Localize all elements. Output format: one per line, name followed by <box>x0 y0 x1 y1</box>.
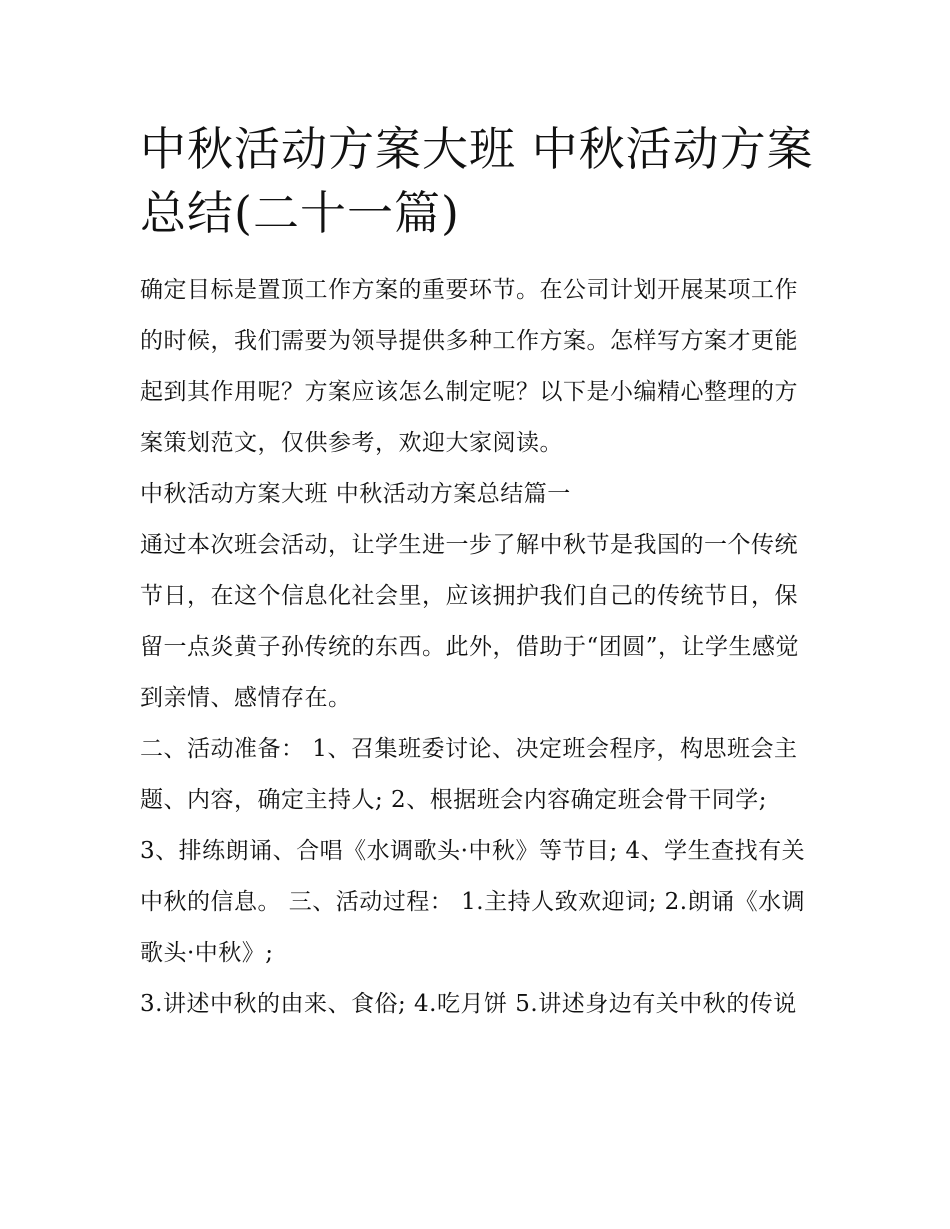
section-heading: 中秋活动方案大班 中秋活动方案总结篇一 <box>140 481 571 507</box>
preparation-paragraph: 二、活动准备： 1、召集班委讨论、决定班会程序，构思班会主题、内容，确定主持人; 2、根据班会内容确定班会骨干同学; <box>140 736 798 813</box>
page-title: 中秋活动方案大班 中秋活动方案总结(二十一篇) <box>140 122 814 240</box>
goal-paragraph: 通过本次班会活动，让学生进一步了解中秋节是我国的一个传统节日，在这个信息化社会里，应该拥护我们自己的传统节日，保留一点炎黄子孙传统的东西。此外，借助于“团圆”，让学生感觉到亲情、感情存在。 <box>140 532 800 711</box>
intro-paragraph: 确定目标是置顶工作方案的重要环节。在公司计划开展某项工作的时候，我们需要为领导提供多种工作方案。怎样写方案才更能起到其作用呢？方案应该怎么制定呢？以下是小编精心整理的方案策划范文，仅供参考，欢迎大家阅读。 <box>140 277 798 456</box>
document-body <box>140 117 820 1030</box>
process-paragraph: 3、排练朗诵、合唱《水调歌头·中秋》等节目; 4、学生查找有关中秋的信息。 三、活动过程： 1.主持人致欢迎词; 2.朗诵《水调歌头·中秋》; <box>140 838 806 966</box>
process-continued-paragraph: 3.讲述中秋的由来、食俗; 4.吃月饼 5.讲述身边有关中秋的传说 <box>140 991 797 1017</box>
